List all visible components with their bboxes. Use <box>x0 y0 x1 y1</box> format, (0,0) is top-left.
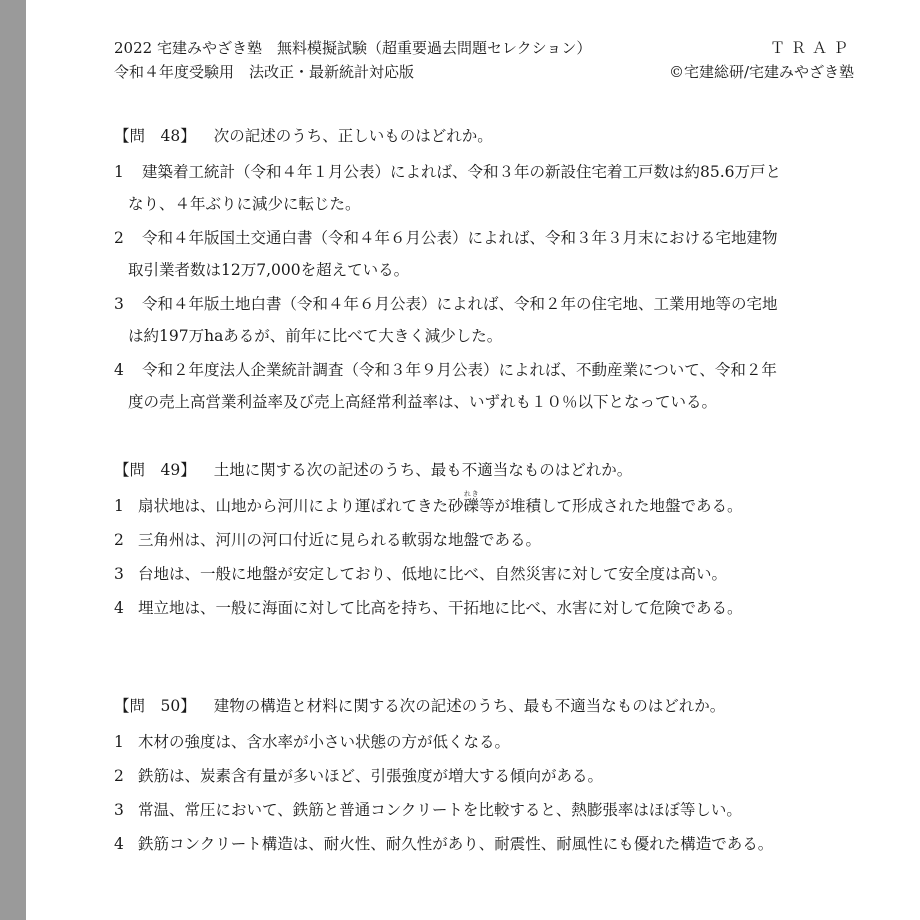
question-prompt: 建物の構造と材料に関する次の記述のうち、最も不適当なものはどれか。 <box>213 697 726 715</box>
q49-choice-2 <box>114 524 850 556</box>
question-50-title <box>114 694 725 718</box>
header-line-1 <box>114 36 854 60</box>
choice-text: 建築着工統計（令和４年１月公表）によれば、令和３年の新設住宅着工戸数は約85.6万戸と <box>142 163 782 181</box>
question-49-title <box>114 458 632 482</box>
choice-number: 2 <box>114 229 124 247</box>
choice-number: 1 <box>114 163 124 181</box>
choice-text: 木材の強度は、含水率が小さい状態の方が低くなる。 <box>138 733 511 751</box>
exam-title: 2022 宅建みやざき塾 無料模擬試験（超重要過去問題セレクション） <box>114 39 592 57</box>
choice-text: 扇状地は、山地から河川により運ばれてきた砂礫れき等が堆積して形成された地盤である。 <box>138 490 743 515</box>
q49-choice-1 <box>114 490 850 522</box>
choice-text-cont: 度の売上高営業利益率及び売上高経常利益率は、いずれも１０％以下となっている。 <box>128 393 718 411</box>
choice-text: 三角州は、河川の河口付近に見られる軟弱な地盤である。 <box>138 531 542 549</box>
q48-choice-4 <box>114 354 850 418</box>
header-line-2 <box>114 60 854 84</box>
choice-number: 4 <box>114 599 124 617</box>
choice-text-cont: 取引業者数は12万7,000を超えている。 <box>128 261 410 279</box>
ruby-annotated-word: 礫れき <box>463 490 480 515</box>
question-number: 【問 49】 <box>114 461 196 479</box>
left-scroll-gutter <box>0 0 26 920</box>
choice-text: 令和４年版国土交通白書（令和４年６月公表）によれば、令和３年３月末における宅地建物 <box>142 229 778 247</box>
choice-text: 鉄筋コンクリート構造は、耐火性、耐久性があり、耐震性、耐風性にも優れた構造である。 <box>138 835 774 853</box>
question-prompt: 土地に関する次の記述のうち、最も不適当なものはどれか。 <box>213 461 633 479</box>
document-page <box>26 0 920 920</box>
copyright-label: ©宅建総研/宅建みやざき塾 <box>668 63 854 81</box>
q50-choice-1 <box>114 726 850 758</box>
choice-number: 4 <box>114 361 124 379</box>
choice-text-cont: は約197万haあるが、前年に比べて大きく減少した。 <box>128 327 503 345</box>
question-number: 【問 48】 <box>114 127 196 145</box>
choice-text-cont: なり、４年ぶりに減少に転じた。 <box>128 195 361 213</box>
trap-label: ＴＲＡＰ <box>769 39 854 57</box>
q48-choice-1 <box>114 156 850 220</box>
q49-choice-3 <box>114 558 850 590</box>
q48-choice-3 <box>114 288 850 352</box>
choice-text: 常温、常圧において、鉄筋と普通コンクリートを比較すると、熱膨張率はほぼ等しい。 <box>138 801 742 819</box>
question-prompt: 次の記述のうち、正しいものはどれか。 <box>213 127 493 145</box>
q49-choice-4 <box>114 592 850 624</box>
edition-label: 令和４年度受験用 法改正・最新統計対応版 <box>114 63 415 81</box>
choice-number: 2 <box>114 767 124 785</box>
choice-text: 令和４年版土地白書（令和４年６月公表）によれば、令和２年の住宅地、工業用地等の宅地 <box>142 295 778 313</box>
choice-number: 1 <box>114 733 124 751</box>
choice-number: 2 <box>114 531 124 549</box>
choice-number: 4 <box>114 835 124 853</box>
q50-choice-3 <box>114 794 850 826</box>
choice-text: 令和２年度法人企業統計調査（令和３年９月公表）によれば、不動産業について、令和２年 <box>142 361 777 379</box>
choice-text: 鉄筋は、炭素含有量が多いほど、引張強度が増大する傾向がある。 <box>138 767 604 785</box>
choice-text: 台地は、一般に地盤が安定しており、低地に比べ、自然災害に対して安全度は高い。 <box>138 565 728 583</box>
question-48-title <box>114 124 493 148</box>
choice-number: 3 <box>114 295 124 313</box>
q48-choice-2 <box>114 222 850 286</box>
choice-number: 1 <box>114 497 124 515</box>
choice-number: 3 <box>114 801 124 819</box>
q50-choice-2 <box>114 760 850 792</box>
q50-choice-4 <box>114 828 850 860</box>
question-number: 【問 50】 <box>114 697 196 715</box>
choice-text: 埋立地は、一般に海面に対して比高を持ち、干拓地に比べ、水害に対して危険である。 <box>138 599 743 617</box>
choice-number: 3 <box>114 565 124 583</box>
